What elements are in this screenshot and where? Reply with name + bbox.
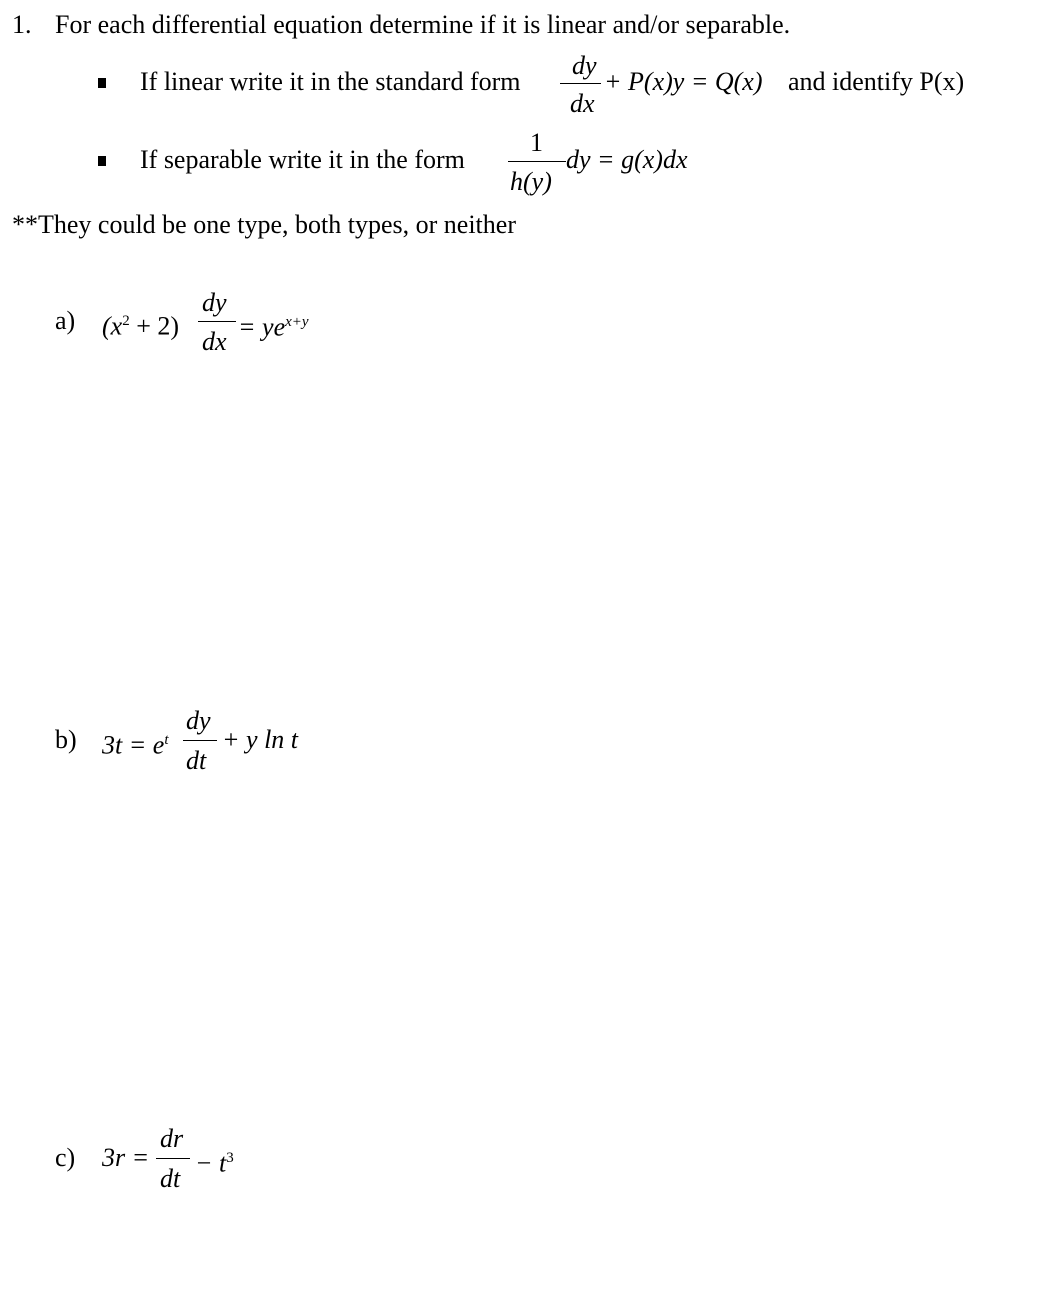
linear-form-numerator: dy [572,51,597,80]
bullet-linear-text: If linear write it in the standard form [140,67,521,96]
linear-form-fraction-bar [560,83,601,84]
part-c-denominator: dt [160,1164,181,1193]
part-a-rhs [238,307,309,343]
separable-form-rest: dy = g(x)dx [566,145,688,174]
part-b-denominator: dt [186,746,207,775]
part-c-rhs-base: − t [195,1148,227,1178]
problem-number: 1. [12,10,32,39]
part-b-lhs [102,725,168,761]
part-b-label: b) [55,725,77,754]
part-a-lhs-base: (x [102,311,123,341]
bullet-separable-text: If separable write it in the form [140,145,465,174]
part-c-label: c) [55,1143,76,1172]
part-c-rhs [195,1143,234,1179]
separable-form-denominator: h(y) [510,167,552,196]
part-b-fraction-bar [183,740,217,741]
part-a-lhs-exponent: 2 [122,313,130,329]
part-a-lhs [102,306,179,342]
part-a-numerator: dy [202,288,227,317]
bullet-marker-1 [98,78,106,88]
part-b-lhs-exponent: t [164,732,169,748]
part-a-lhs-tail: + 2) [136,311,180,341]
part-b-rhs: + y ln t [222,725,299,754]
part-a-label: a) [55,306,76,335]
part-c-fraction-bar [156,1158,190,1159]
separable-form-numerator: 1 [530,128,543,157]
part-a-rhs-exponent: x+y [285,314,309,330]
linear-form-denominator: dx [570,89,595,118]
part-a-fraction-bar [198,321,236,322]
note-text: **They could be one type, both types, or neither [12,210,516,239]
problem-prompt: For each differential equation determine if it is linear and/or separable. [55,10,791,39]
part-a-denominator: dx [202,327,227,356]
part-a-rhs-base: = ye [238,312,286,342]
part-b-numerator: dy [186,706,211,735]
part-b-lhs-base: 3t = e [102,730,165,760]
linear-form-rest: + P(x)y = Q(x) [604,67,763,96]
separable-form-fraction-bar [508,161,566,162]
bullet-marker-2 [98,156,106,166]
part-c-numerator: dr [160,1124,184,1153]
part-c-rhs-exponent: 3 [226,1150,234,1166]
linear-trail-text: and identify P(x) [788,67,965,96]
part-c-lhs: 3r = [102,1143,150,1172]
